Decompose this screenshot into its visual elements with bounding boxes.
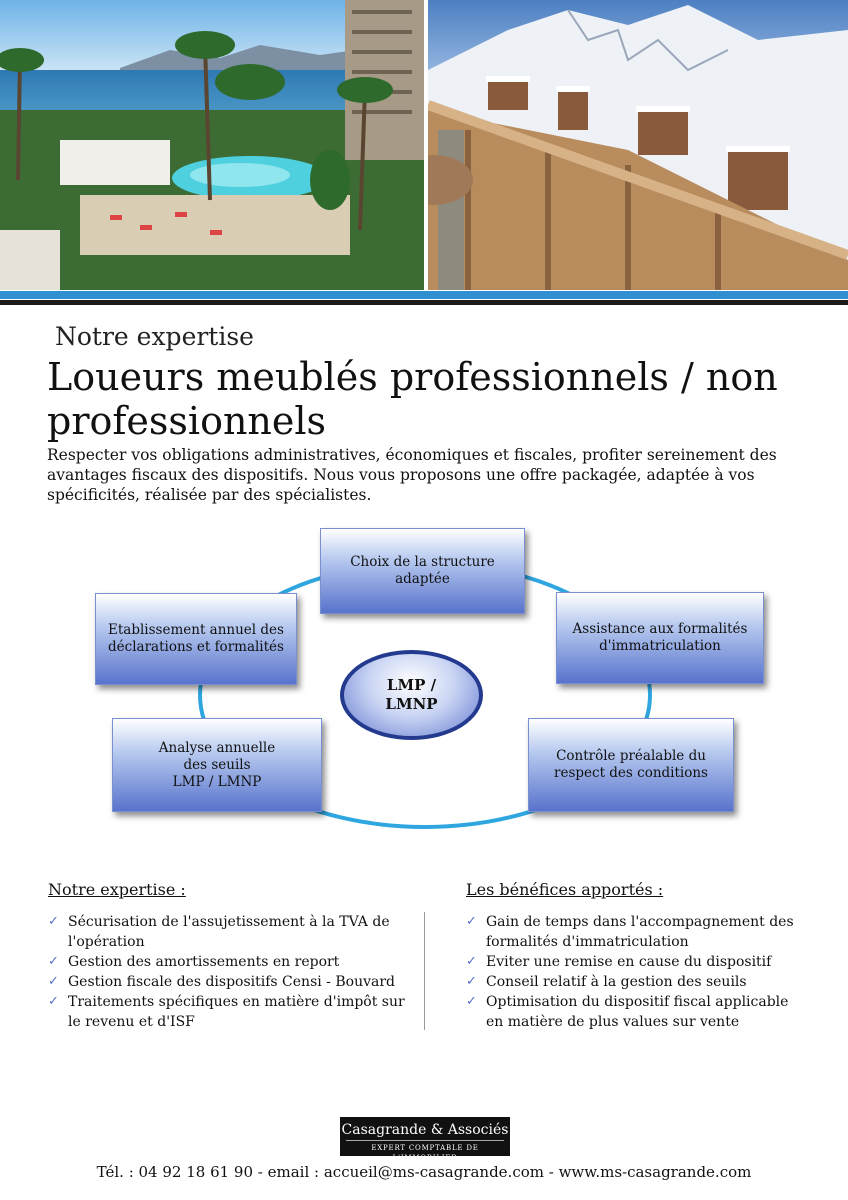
list-item-text: Gain de temps dans l'accompagnement des formalités d'immatriculation <box>486 914 794 950</box>
section-subtitle: Notre expertise <box>55 322 254 351</box>
check-icon: ✓ <box>48 974 59 989</box>
expertise-column <box>48 880 418 1032</box>
expertise-heading: Notre expertise : <box>48 880 186 899</box>
check-icon: ✓ <box>466 994 477 1009</box>
box-label: Contrôle préalable du respect des conditions <box>554 748 708 781</box>
resort-pool-photo <box>0 0 424 290</box>
box-choix-structure <box>320 528 525 614</box>
page-title: Loueurs meublés professionnels / non professionnels <box>47 355 778 443</box>
benefits-heading: Les bénéfices apportés : <box>466 880 664 899</box>
intro-paragraph: Respecter vos obligations administratives, économiques et fiscales, profiter sereinement des avantages fiscaux des dispositifs. Nous vous proposons une offre packagée, adaptée à vos spécificités, réalisée par des spécialistes. <box>47 446 777 504</box>
box-label: Assistance aux formalités d'immatriculation <box>572 621 748 654</box>
check-icon: ✓ <box>466 914 477 929</box>
box-controle-prealable <box>528 718 734 812</box>
benefits-column <box>466 880 806 1032</box>
check-icon: ✓ <box>48 954 59 969</box>
column-divider <box>424 912 425 1030</box>
box-label: Choix de la structure adaptée <box>350 554 495 587</box>
list-item <box>466 952 806 972</box>
check-icon: ✓ <box>48 914 59 929</box>
check-icon: ✓ <box>48 994 59 1009</box>
list-item-text: Conseil relatif à la gestion des seuils <box>486 974 747 990</box>
list-item <box>48 912 418 952</box>
header-photos <box>0 0 848 290</box>
ski-resort-photo <box>428 0 848 290</box>
center-label: LMP / LMNP <box>385 676 438 713</box>
check-icon: ✓ <box>466 954 477 969</box>
list-item-text: Gestion des amortissements en report <box>68 954 340 970</box>
logo-name: Casagrande & Associés <box>341 1122 509 1138</box>
list-item <box>466 992 806 1032</box>
center-lmp-lmnp <box>340 650 483 740</box>
check-icon: ✓ <box>466 974 477 989</box>
box-label: Etablissement annuel des déclarations et formalités <box>108 622 284 655</box>
list-item <box>466 972 806 992</box>
dark-stripe <box>0 300 848 305</box>
service-cycle-diagram <box>0 520 848 840</box>
list-item-text: Sécurisation de l'assujetissement à la TVA de l'opération <box>68 914 390 950</box>
list-item <box>48 992 418 1032</box>
contact-line: Tél. : 04 92 18 61 90 - email : accueil@ms-casagrande.com - www.ms-casagrande.com <box>96 1163 752 1181</box>
logo-tagline: EXPERT COMPTABLE DE L'IMMOBILIER <box>346 1140 504 1163</box>
list-item <box>48 952 418 972</box>
list-item-text: Gestion fiscale des dispositifs Censi - Bouvard <box>68 974 396 990</box>
box-analyse-seuils <box>112 718 322 812</box>
blue-stripe <box>0 291 848 299</box>
expertise-list <box>48 912 418 1032</box>
box-label: Analyse annuelle des seuils LMP / LMNP <box>158 739 276 790</box>
list-item-text: Traitements spécifiques en matière d'impôt sur le revenu et d'ISF <box>68 994 405 1030</box>
benefits-list <box>466 912 806 1032</box>
list-item <box>466 912 806 952</box>
list-item <box>48 972 418 992</box>
list-item-text: Eviter une remise en cause du dispositif <box>486 954 772 970</box>
box-assistance-formalites <box>556 592 764 684</box>
list-item-text: Optimisation du dispositif fiscal applicable en matière de plus values sur vente <box>486 994 789 1030</box>
company-logo <box>340 1117 510 1162</box>
box-etablissement-declarations <box>95 593 297 685</box>
